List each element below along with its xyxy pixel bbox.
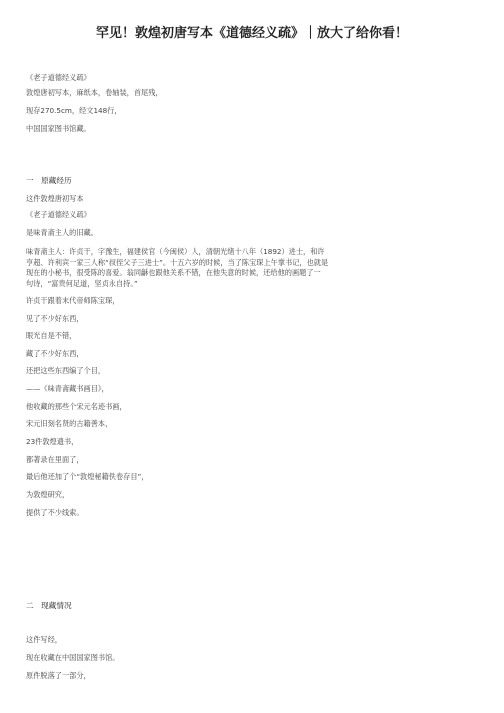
body-line: 眼光自是不错， xyxy=(26,331,77,340)
body-line: 宋元旧刻名贤的古籍善本， xyxy=(26,419,113,428)
intro-line-3: 现存270.5cm，经文148行， xyxy=(26,106,122,115)
body-line: 23件敦煌遗书， xyxy=(26,437,79,446)
body-line: 还把这些东西编了个目， xyxy=(26,366,106,375)
bio-paragraph-line: 亨超、许利宾一家三人称“叔侄父子三进士”。十五六岁的时候，当了陈宝琛上午掌书记，也就是 xyxy=(26,257,329,267)
body-line: 最后他还加了个“敦煌秘籍佚卷存目”， xyxy=(26,472,149,481)
intro-line-2: 敦煌唐初写本，麻纸本，卷轴装，首尾残， xyxy=(26,88,163,97)
body-line: 藏了不少好东西， xyxy=(26,349,84,358)
body-line: 提供了不少线索。 xyxy=(26,508,84,517)
body-line: ——《味青斋藏书画目》， xyxy=(26,384,109,393)
section-1-heading: 一 原藏经历 xyxy=(26,176,72,185)
body-line: 见了不少好东西， xyxy=(26,314,84,323)
section-2-heading: 二 现藏情况 xyxy=(26,601,72,610)
article-title: 罕见！敦煌初唐写本《道德经义疏》｜放大了给你看！ xyxy=(95,26,408,41)
intro-line-1: 《老子道德经义疏》 xyxy=(26,73,91,82)
body-line: 《老子道德经义疏》 xyxy=(26,210,91,219)
body-line: 原件脱落了一部分， xyxy=(26,671,91,680)
body-line: 许贞干跟着末代帝师陈宝琛， xyxy=(26,296,120,305)
bio-paragraph-line: 句诗，“富贵何足道，坚贞永自持。” xyxy=(26,278,138,288)
body-line: 都著录在里面了， xyxy=(26,455,84,464)
bio-paragraph-line: 味青斋主人：许贞干，字豫生，福建侯官（今闽侯）人，清朝光绪十八年（1892）进士，和许 xyxy=(26,247,325,256)
bio-paragraph-line: 现在的小秘书，很受陈的喜爱。翁同龢也跟他关系不错，在他失意的时候，还给他的画题了一 xyxy=(26,268,321,277)
body-line: 这件写经， xyxy=(26,635,62,644)
bio-paragraph xyxy=(26,247,386,289)
body-line: 他收藏的那些个宋元名迹书画， xyxy=(26,402,127,411)
body-line: 现在收藏在中国国家图书馆。 xyxy=(26,653,120,662)
body-line: 为敦煌研究， xyxy=(26,490,70,499)
intro-line-4: 中国国家图书馆藏。 xyxy=(26,124,91,133)
body-line: 这件敦煌唐初写本 xyxy=(26,194,84,203)
body-line: 是味青斋主人的旧藏。 xyxy=(26,228,98,237)
